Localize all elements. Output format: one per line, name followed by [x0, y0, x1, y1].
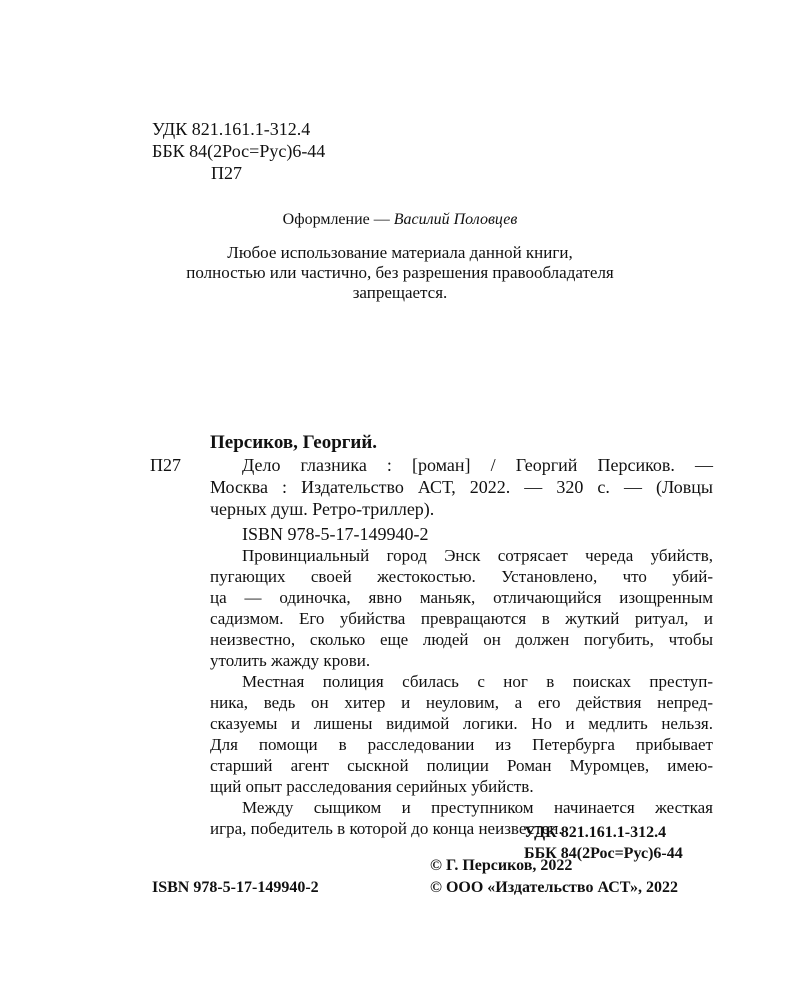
annotation — [210, 545, 713, 839]
footer-bbk-code: ББК 84(2Рос=Рус)6-44 — [524, 845, 683, 862]
annotation-line: садизмом. Его убийства превращаются в жуткий ритуал, и — [210, 609, 713, 628]
annotation-line: ника, ведь он хитер и неуловим, а его действия непред- — [210, 693, 713, 712]
annotation-line: Между сыщиком и преступником начинается жесткая — [242, 798, 713, 817]
author-mark: П27 — [211, 163, 242, 183]
rights-notice — [150, 243, 650, 303]
annotation-line: пугающих своей жестокостью. Установлено, что убий- — [210, 567, 713, 586]
copyright-author: © Г. Персиков, 2022 — [430, 857, 573, 874]
annotation-line: игра, победитель в которой до конца неизвестен. — [210, 819, 563, 838]
annotation-line: щий опыт расследования серийных убийств. — [210, 777, 534, 796]
record-author-mark: П27 — [150, 455, 181, 475]
footer-udk-code: УДК 821.161.1-312.4 — [524, 824, 667, 841]
annotation-line: Провинциальный город Энск сотрясает череда убийств, — [242, 546, 713, 565]
footer-isbn: ISBN 978-5-17-149940-2 — [152, 879, 319, 896]
rights-line: запрещается. — [352, 283, 448, 302]
annotation-line: неизвестно, сколько еще людей он должен погубить, чтобы — [210, 630, 713, 649]
description-line: Москва : Издательство АСТ, 2022. — 320 с. — (Ловцы — [210, 477, 713, 497]
record-description — [210, 454, 713, 520]
rights-line: Любое использование материала данной книги, — [227, 243, 573, 262]
annotation-line: старший агент сыскной полиции Роман Муромцев, имею- — [210, 756, 713, 775]
annotation-line: утолить жажду крови. — [210, 651, 371, 670]
record-isbn: ISBN 978-5-17-149940-2 — [242, 524, 429, 544]
designer-name: Василий Половцев — [393, 211, 518, 228]
annotation-line: сказуемы и лишены видимой логики. Но и медлить нельзя. — [210, 714, 713, 733]
design-label: Оформление — — [282, 211, 394, 228]
description-line: Дело глазника : [роман] / Георгий Персиков. — — [242, 455, 713, 475]
rights-line: полностью или частично, без разрешения правообладателя — [186, 263, 614, 282]
description-line: черных душ. Ретро-триллер). — [210, 499, 435, 519]
annotation-line: Местная полиция сбилась с ног в поисках преступ- — [242, 672, 713, 691]
copyright-publisher: © ООО «Издательство АСТ», 2022 — [430, 879, 679, 896]
bbk-code: ББК 84(2Рос=Рус)6-44 — [152, 141, 326, 161]
annotation-line: ца — одиночка, явно маньяк, отличающийся изощренным — [210, 588, 713, 607]
udk-code: УДК 821.161.1-312.4 — [152, 119, 311, 139]
annotation-line: Для помощи в расследовании из Петербурга прибывает — [210, 735, 713, 754]
record-author: Персиков, Георгий. — [210, 432, 378, 453]
design-credit — [0, 210, 800, 229]
